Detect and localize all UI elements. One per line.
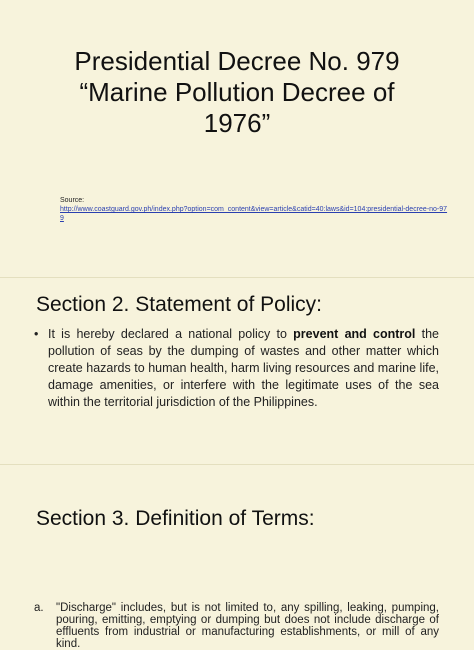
slide-statement-of-policy bbox=[0, 278, 474, 465]
policy-text-start: It is hereby declared a national policy to bbox=[48, 327, 294, 341]
list-item bbox=[34, 602, 439, 650]
title-line-2: “Marine Pollution Decree of bbox=[79, 77, 395, 107]
slide-definition-of-terms bbox=[0, 465, 474, 650]
section-2-heading: Section 2. Statement of Policy: bbox=[36, 293, 322, 316]
policy-text-end: the pollution of seas by the dumping of wastes and other matter which create hazards to human health, harm living resources and marine life, damage amenities, or interfere with the legitimate uses of the sea within the territorial jurisdiction of the Philippines. bbox=[48, 327, 440, 409]
page-title bbox=[30, 46, 444, 139]
bullet-glyph: • bbox=[34, 327, 39, 341]
policy-bullet bbox=[34, 326, 439, 411]
policy-text bbox=[48, 326, 439, 411]
source-link[interactable]: http://www.coastguard.gov.ph/index.php?option=com_content&view=article&catid=40:laws&id=104:presidential-decree-no-979 bbox=[60, 206, 448, 222]
source-label: Source: bbox=[60, 197, 85, 204]
title-line-3: 1976” bbox=[203, 108, 271, 138]
item-marker: a. bbox=[34, 602, 44, 614]
slide-title bbox=[0, 0, 474, 278]
section-3-heading: Section 3. Definition of Terms: bbox=[36, 507, 315, 530]
definition-text: "Discharge" includes, but is not limited to, any spilling, leaking, pumping, pouring, emitting, emptying or dumping but does not include discharge of effluents from industrial or manufacturing establishments, or mill of any kind. bbox=[56, 602, 439, 650]
policy-emphasis: prevent and control bbox=[293, 327, 416, 341]
source-citation bbox=[60, 196, 450, 223]
title-line-1: Presidential Decree No. 979 bbox=[74, 46, 400, 76]
definition-list bbox=[34, 602, 439, 650]
